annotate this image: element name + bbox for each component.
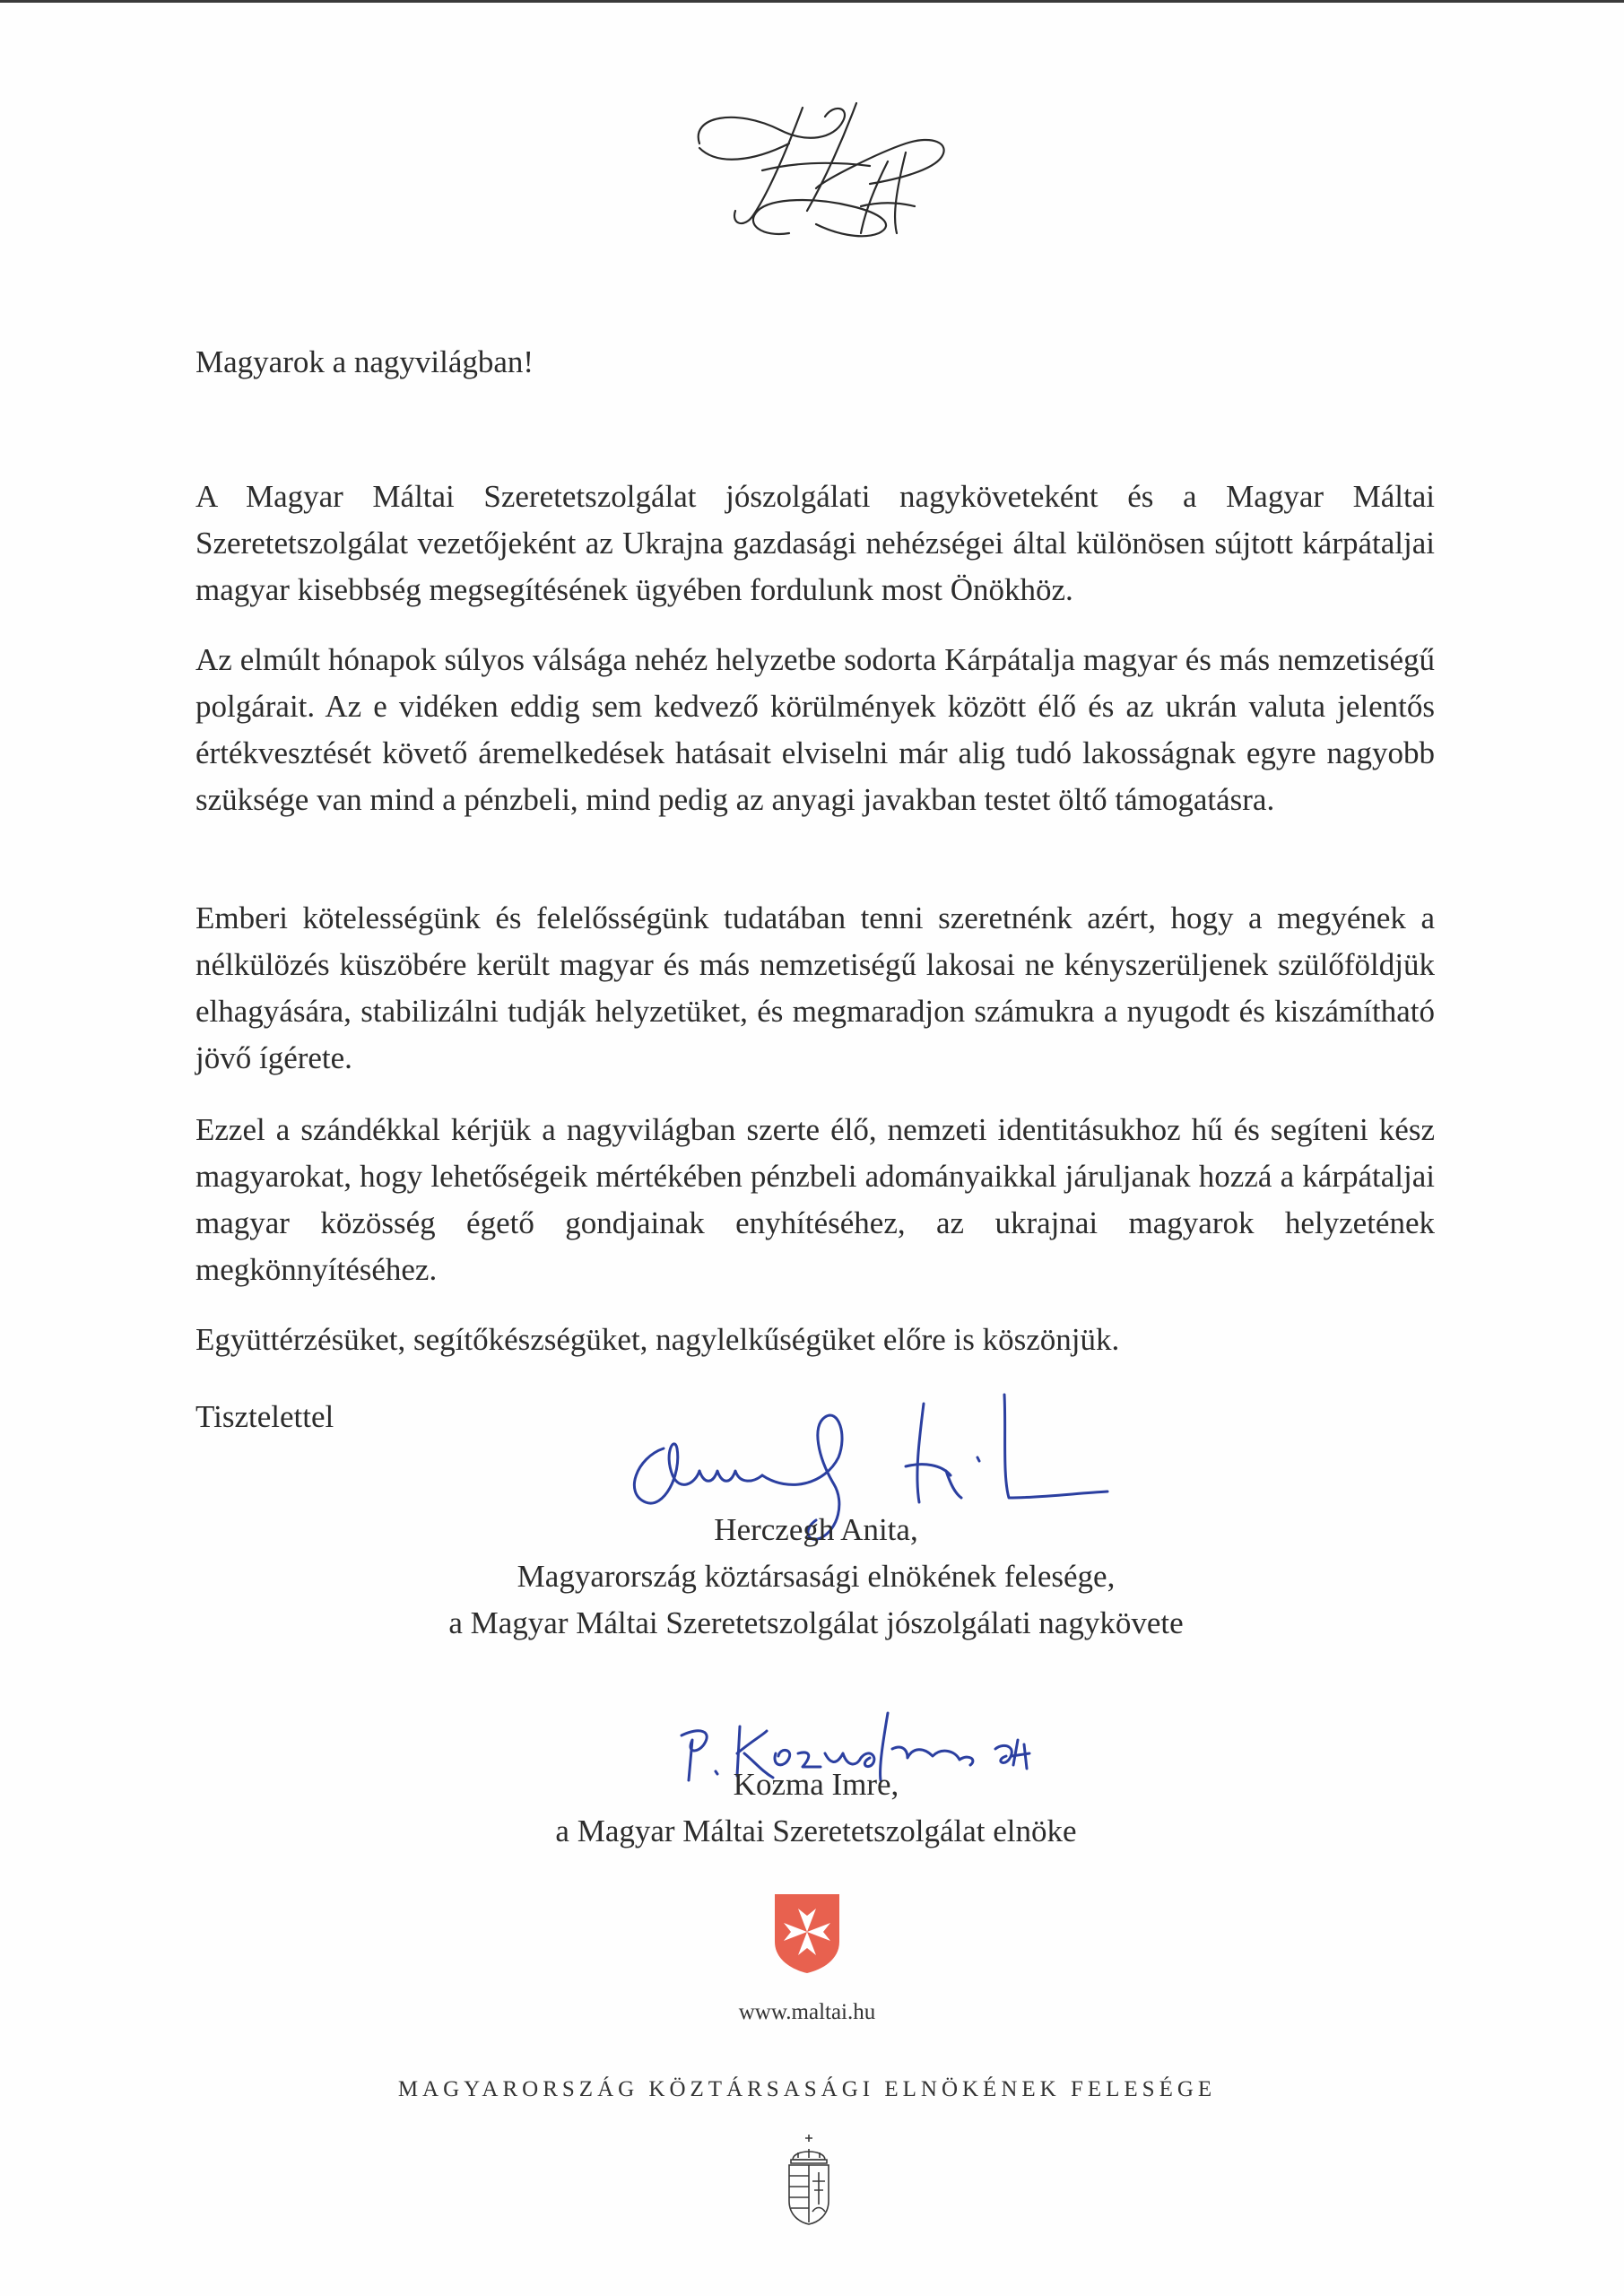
paragraph-5: Együttérzésüket, segítőkészségüket, nagylelkűségüket előre is köszönjük. [195, 1322, 1120, 1357]
maltese-cross-logo [773, 1892, 841, 1975]
paragraph-3: Emberi kötelességünk és felelősségünk tudatában tenni szeretnénk azért, hogy a megyének a nélkülözés küszöbére került magyar és más nemzetiségű lakosai ne kényszerüljenek szülőföldjük elhagyására, stabilizálni tudják helyzetüket, és megmaradjon számukra a nyugodt és kiszámítható jövő ígérete. [195, 900, 1435, 1075]
signatory-1-name: Herczegh Anita, [714, 1512, 918, 1547]
salutation: Magyarok a nagyvilágban! [195, 344, 534, 379]
signatory-2-name: Kozma Imre, [733, 1767, 899, 1802]
monogram-logo [682, 90, 960, 242]
paragraph-2: Az elmúlt hónapok súlyos válsága nehéz helyzetbe sodorta Kárpátalja magyar és más nemzetiségű polgárait. Az e vidéken eddig sem kedvező körülmények között élő és az ukrán valuta jelentős értékvesztését követő áremelkedések hatásait elviselni már alig tudó lakosságnak egyre nagyobb szüksége van mind a pénzbeli, mind pedig az anyagi javakban testet öltő támogatásra. [195, 642, 1435, 817]
top-edge-rule [0, 0, 1624, 3]
coat-of-arms-icon [784, 2133, 834, 2226]
website-link[interactable]: www.maltai.hu [738, 2000, 876, 2024]
signatory-1-title-line2: a Magyar Máltai Szeretetszolgálat jószolgálati nagykövete [448, 1605, 1184, 1640]
signatory-2 [296, 1761, 1336, 1855]
paragraph-4: Ezzel a szándékkal kérjük a nagyvilágban szerte élő, nemzeti identitásukhoz hű és segíteni kész magyarokat, hogy lehetőségeik mértékében pénzbeli adományaikkal járuljanak hozzá a kárpátaljai magyar közösség égető gondjainak enyhítéséhez, az ukrajnai magyarok helyzetének megkönnyítéséhez. [195, 1112, 1435, 1287]
signatory-1-title-line1: Magyarország köztársasági elnökének felesége, [517, 1559, 1116, 1594]
closing-phrase: Tisztelettel [195, 1399, 334, 1434]
signatory-1 [296, 1507, 1336, 1647]
paragraph-1: A Magyar Máltai Szeretetszolgálat jószolgálati nagyköveteként és a Magyar Máltai Szeretetszolgálat vezetőjeként az Ukrajna gazdasági nehézségei által különösen sújtott kárpátaljai magyar kisebbség megsegítésének ügyében fordulunk most Önökhöz. [195, 479, 1435, 607]
footer-title: MAGYARORSZÁG KÖZTÁRSASÁGI ELNÖKÉNEK FELESÉGE [397, 2077, 1217, 2101]
signatory-2-title-line1: a Magyar Máltai Szeretetszolgálat elnöke [555, 1813, 1077, 1848]
